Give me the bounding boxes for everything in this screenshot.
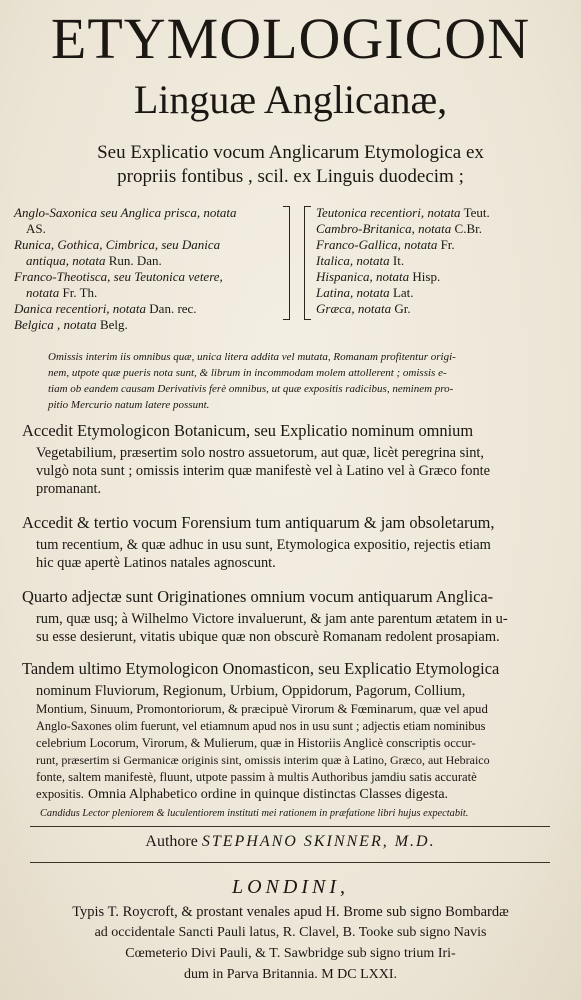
languages-right-list — [316, 205, 576, 317]
book-title: ETYMOLOGICON — [50, 6, 531, 71]
forensium-line: Accedit & tertio vocum Forensium tum antiquarum & jam obsoletarum, — [22, 513, 495, 532]
right-brace — [304, 206, 311, 320]
onomasticon-line: fonte, saltem manifestè, fluunt, utpote passim à multis Authoribus jamdiu satis accuratè — [36, 770, 477, 784]
onomasticon-line: celebrium Locorum, Virorum, & Mulierum, quæ in Historiis Anglicè conscriptis occur- — [36, 736, 476, 750]
language-entry: antiqua, notata Run. Dan. — [26, 253, 162, 268]
alphabetico-note: Omnia Alphabetico ordine in quinque distinctas Classes digesta. — [88, 787, 449, 802]
explication-line-1: Seu Explicatio vocum Anglicarum Etymologica ex — [97, 142, 484, 163]
left-brace — [283, 206, 290, 320]
language-entry: Hispanica, notata Hisp. — [316, 269, 441, 284]
botanicum-line: Vegetabilium, præsertim solo nostro assuetorum, aut quæ, licèt peregrina sint, — [36, 445, 485, 461]
botanicum-line: vulgò nota sunt ; omissis interim quæ manifestè vel à Latino vel à Græco fonte — [36, 463, 491, 479]
explication-line-2: propriis fontibus , scil. ex Linguis duodecim ; — [117, 166, 464, 187]
language-entry: Runica, Gothica, Cimbrica, seu Danica — [14, 237, 221, 252]
omissis-line: tiam ob eandem causam Derivativis ferè omnibus, ut quæ expositis radicibus, neminem pro- — [48, 383, 454, 395]
language-entry: AS. — [26, 221, 46, 236]
omissis-line: pitio Mercurio natum latere possunt. — [48, 399, 210, 411]
lower-rule — [30, 862, 550, 863]
onomasticon-line: Montium, Sinuum, Promontoriorum, & præcipuè Virorum & Fœminarum, quæ vel apud — [36, 702, 488, 716]
language-entry: Teutonica recentiori, notata Teut. — [316, 205, 490, 220]
onomasticon-line: runt, præsertim si Germanicæ originis sint, omissis interim quæ à Latino, Græco, aut Hebraico — [36, 753, 490, 767]
book-subtitle: Linguæ Anglicanæ, — [133, 77, 448, 122]
upper-rule — [30, 826, 550, 827]
language-entry: Franco-Theotisca, seu Teutonica vetere, — [14, 269, 223, 284]
originationes-line: rum, quæ usq; à Wilhelmo Victore invaluerunt, & jam ante parentum ætatem in u- — [36, 611, 508, 627]
onomasticon-line: expositis. — [36, 787, 84, 801]
language-entry: Græca, notata Gr. — [316, 301, 411, 316]
forensium-line: tum recentium, & quæ adhuc in usu sunt, Etymologica expositio, rejectis etiam — [36, 537, 491, 553]
onomasticon-line: Tandem ultimo Etymologicon Onomasticon, seu Explicatio Etymologica — [22, 659, 500, 678]
author-name: STEPHANO SKINNER, M.D. — [201, 833, 436, 850]
language-entry: Latina, notata Lat. — [316, 285, 414, 300]
botanicum-line: promanant. — [36, 481, 102, 497]
language-entry: Belgica , notata Belg. — [14, 317, 128, 332]
onomasticon-line: Anglo-Saxones olim fuerunt, vel etiamnum apud nos in usu sunt ; adjectis etiam nominibus — [36, 719, 486, 733]
originationes-line: Quarto adjectæ sunt Originationes omnium vocum antiquarum Anglica- — [22, 587, 494, 606]
onomasticon-line: nominum Fluviorum, Regionum, Urbium, Oppidorum, Pagorum, Collium, — [36, 683, 466, 699]
imprint-city: LONDINI, — [231, 876, 349, 898]
author-prefix: Authore — [145, 833, 198, 850]
omissis-line: nem, utpote quæ pueris nota sunt, & librum in incommodam molem attollerent ; omissis e- — [48, 367, 447, 379]
imprint-line: Typis T. Roycroft, & prostant venales apud H. Brome sub signo Bombardæ — [72, 904, 509, 920]
language-entry: Franco-Gallica, notata Fr. — [316, 237, 455, 252]
language-entry: Danica recentiori, notata Dan. rec. — [14, 301, 197, 316]
imprint-line: Cœmeterio Divi Pauli, & T. Sawbridge sub signo trium Iri- — [125, 946, 456, 961]
botanicum-line: Accedit Etymologicon Botanicum, seu Explicatio nominum omnium — [22, 421, 474, 440]
originationes-line: su esse desierunt, vitatis ubique quæ non obscurè Romanam redolent prosapiam. — [36, 629, 500, 645]
imprint-line: dum in Parva Britannia. M DC LXXI. — [183, 967, 398, 982]
language-entry: Anglo-Saxonica seu Anglica prisca, notata — [14, 205, 237, 220]
language-entry: notata Fr. Th. — [26, 285, 98, 300]
author-line — [0, 833, 581, 851]
language-entry: Cambro-Britanica, notata C.Br. — [316, 221, 483, 236]
candidus-note: Candidus Lector pleniorem & luculentiorem instituti mei rationem in præfatione libri hujus expectabit. — [40, 808, 469, 819]
language-entry: Italica, notata It. — [316, 253, 405, 268]
imprint-line: ad occidentale Sancti Pauli latus, R. Clavel, B. Tooke sub signo Navis — [94, 925, 487, 940]
languages-left-list — [14, 205, 282, 333]
forensium-line: hic quæ apertè Latinos natales agnoscunt. — [36, 555, 276, 571]
omissis-line: Omissis interim iis omnibus quæ, unica litera addita vel mutata, Romanam profitentur origi- — [48, 351, 456, 363]
